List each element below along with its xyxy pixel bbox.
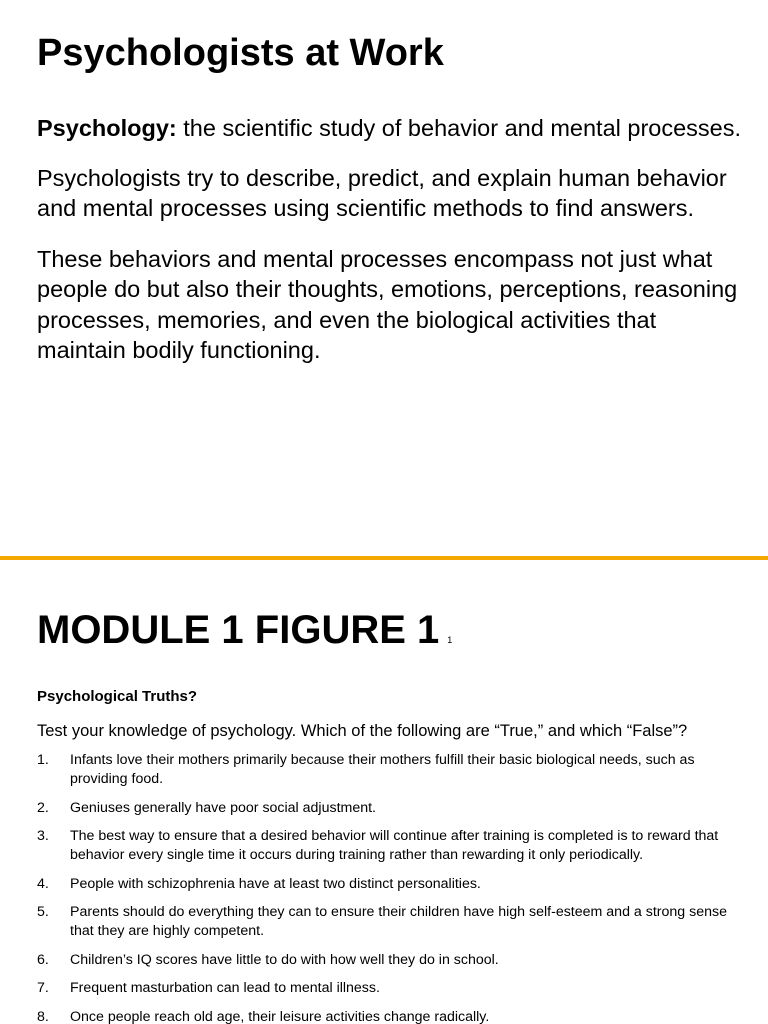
list-item: [37, 1008, 737, 1024]
list-item: [37, 827, 737, 865]
truths-list: [37, 751, 737, 1024]
figure-intro-text: Test your knowledge of psychology. Which of the following are “True,” and which “False”?: [37, 722, 688, 740]
list-item-number: 2.: [37, 799, 49, 816]
figure-subheading: Psychological Truths?: [37, 688, 198, 705]
list-item-text: Geniuses generally have poor social adjustment.: [70, 799, 376, 816]
footer-accent-rule: [0, 556, 768, 560]
slide-module-1-figure-1: [0, 562, 768, 1024]
list-item-number: 7.: [37, 980, 49, 996]
definition-text: the scientific study of behavior and mental processes.: [176, 115, 742, 141]
list-item-text: Frequent masturbation can lead to mental illness.: [70, 980, 380, 996]
list-item-text: Parents should do everything they can to ensure their children have high self-esteem and a strong sense that they are highly competent.: [70, 904, 727, 939]
figure-title-superscript: 1: [447, 635, 453, 645]
slide-title: Psychologists at Work: [37, 32, 444, 74]
list-item-text: Infants love their mothers primarily because their mothers fulfill their basic biological needs, such as providing food.: [70, 752, 695, 787]
paragraph-behaviors-and-processes: These behaviors and mental processes encompass not just what people do but also their thoughts, emotions, perceptions, reasoning processes, memories, and even the biological activities that maintain bodily functioning.: [37, 245, 738, 363]
list-item-text: The best way to ensure that a desired behavior will continue after training is completed is to reward that behavior every single time it occurs during training rather than rewarding it only periodically.: [70, 828, 719, 863]
figure-title: [37, 606, 452, 664]
list-item: [37, 875, 737, 894]
list-item-number: 8.: [37, 1008, 49, 1024]
list-item-number: 3.: [37, 828, 49, 844]
figure-title-text: MODULE 1 FIGURE 1: [37, 608, 440, 652]
definition-paragraph: [37, 113, 742, 144]
list-item: [37, 903, 737, 941]
list-item-number: 5.: [37, 904, 49, 920]
list-item: [37, 951, 737, 970]
list-item-text: People with schizophrenia have at least two distinct personalities.: [70, 875, 481, 892]
slide-body: [37, 113, 742, 386]
list-item-text: Once people reach old age, their leisure activities change radically.: [70, 1008, 490, 1024]
list-item-number: 1.: [37, 752, 49, 768]
list-item-number: 4.: [37, 875, 49, 892]
list-item-number: 6.: [37, 951, 49, 968]
list-item-text: Children’s IQ scores have little to do with how well they do in school.: [70, 951, 499, 968]
definition-term: Psychology:: [37, 115, 177, 141]
list-item: [37, 799, 737, 818]
list-item: [37, 751, 737, 789]
paragraph-describe-predict-explain: Psychologists try to describe, predict, and explain human behavior and mental processes using scientific methods to find answers.: [37, 164, 727, 221]
list-item: [37, 979, 737, 998]
